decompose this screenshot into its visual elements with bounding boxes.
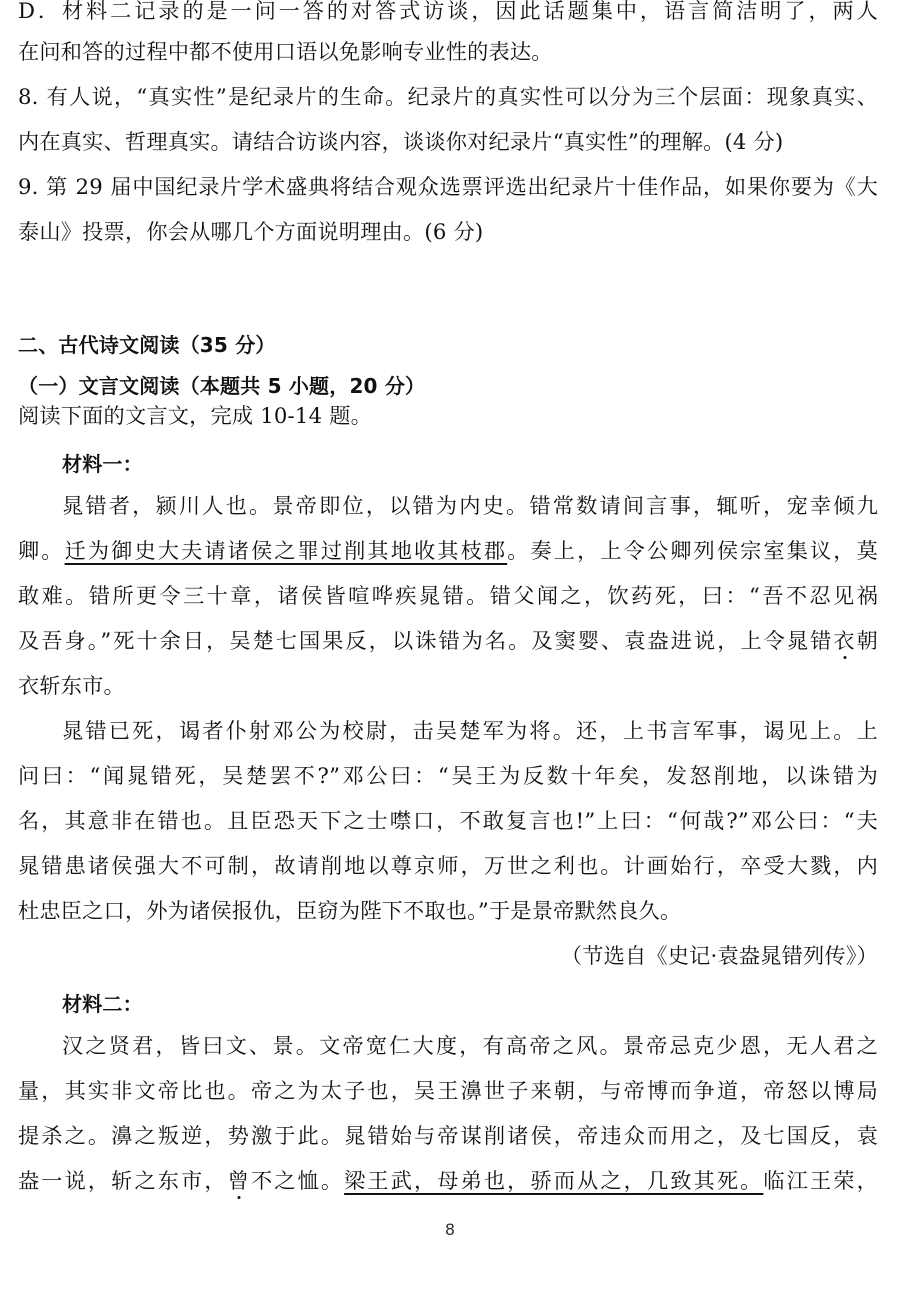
passage-2-line-4: 晁错患诸侯强大不可制，故请削地以尊京师，万世之利也。计画始行，卒受大戮，内 xyxy=(18,853,878,878)
text-segment: 不之恤。 xyxy=(250,1168,345,1193)
passage-1-line-3: 敢难。错所更令三十章，诸侯皆喧哗疾晁错。错父闻之，饮药死，曰：“吾不忍见祸 xyxy=(18,583,878,608)
underlined-sentence: 迁为御史大夫请诸侯之罪过削其地收其枝郡 xyxy=(64,538,508,563)
material-two-label: 材料二： xyxy=(62,992,143,1016)
material-one-label: 材料一： xyxy=(62,452,143,476)
question-8-line-2: 内在真实、哲理真实。请结合访谈内容，谈谈你对纪录片“真实性”的理解。(4 分) xyxy=(18,129,784,154)
emphasis-dotted-char: 衣 xyxy=(833,628,857,653)
passage-2-line-5: 杜忠臣之口，外为诸侯报仇，臣窃为陛下不取也。”于是景帝默然良久。 xyxy=(18,898,682,923)
passage-3-line-2: 量，其实非文帝比也。帝之为太子也，吴王濞世子来朝，与帝博而争道，帝怒以博局 xyxy=(18,1078,878,1103)
source-citation: （节选自《史记·袁盎晁错列传》） xyxy=(560,943,878,968)
option-d-line-1: D．材料二记录的是一问一答的对答式访谈，因此话题集中，语言简洁明了，两人 xyxy=(18,0,878,23)
subsection-heading: （一）文言文阅读（本题共 5 小题，20 分） xyxy=(18,374,426,398)
text-segment: 。奏上，上令公卿列侯宗室集议，莫 xyxy=(507,538,878,563)
passage-3-line-3: 提杀之。濞之叛逆，势激于此。晁错始与帝谋削诸侯，帝违众而用之，及七国反，袁 xyxy=(18,1123,878,1148)
page-number: 8 xyxy=(444,1220,456,1239)
question-8-line-1: 8. 有人说，“真实性”是纪录片的生命。纪录片的真实性可以分为三个层面：现象真实、 xyxy=(18,84,878,109)
text-segment: 临江王荣， xyxy=(763,1168,878,1193)
passage-3-line-4 xyxy=(18,1166,878,1196)
option-d-line-2: 在问和答的过程中都不使用口语以免影响专业性的表达。 xyxy=(18,39,553,64)
instruction-line: 阅读下面的文言文，完成 10-14 题。 xyxy=(18,403,372,428)
passage-1-line-4 xyxy=(18,626,878,656)
passage-2-line-3: 名，其意非在错也。且臣恐天下之士噤口，不敢复言也!”上曰：“何哉?”邓公曰：“夫 xyxy=(18,808,878,833)
passage-2-line-2: 问曰：“闻晁错死，吴楚罢不?”邓公曰：“吴王为反数十年矣，发怒削地，以诛错为 xyxy=(18,763,878,788)
text-segment: 朝 xyxy=(856,628,878,653)
question-9-line-2: 泰山》投票，你会从哪几个方面说明理由。(6 分) xyxy=(18,219,484,244)
text-segment: 盎一说，斩之东市， xyxy=(18,1168,228,1193)
emphasis-dotted-char: 曾 xyxy=(227,1168,251,1193)
passage-3-line-1: 汉之贤君，皆曰文、景。文帝宽仁大度，有高帝之风。景帝忌克少恩，无人君之 xyxy=(62,1033,878,1058)
text-segment: 及吾身。”死十余日，吴楚七国果反，以诛错为名。及窦婴、袁盎进说，上令晁错 xyxy=(18,628,834,653)
passage-1-line-5: 衣斩东市。 xyxy=(18,673,125,698)
passage-2-line-1: 晁错已死，谒者仆射邓公为校尉，击吴楚军为将。还，上书言军事，谒见上。上 xyxy=(62,718,878,743)
underlined-sentence: 梁王武，母弟也，骄而从之，几致其死。 xyxy=(344,1168,764,1193)
text-segment: 卿。 xyxy=(18,538,65,563)
passage-1-line-1: 晁错者，颍川人也。景帝即位，以错为内史。错常数请间言事，辄听，宠幸倾九 xyxy=(62,493,878,518)
question-9-line-1: 9. 第 29 届中国纪录片学术盛典将结合观众选票评选出纪录片十佳作品，如果你要为《大 xyxy=(18,174,878,199)
section-heading: 二、古代诗文阅读（35 分） xyxy=(18,333,276,357)
passage-1-line-2 xyxy=(18,536,878,566)
